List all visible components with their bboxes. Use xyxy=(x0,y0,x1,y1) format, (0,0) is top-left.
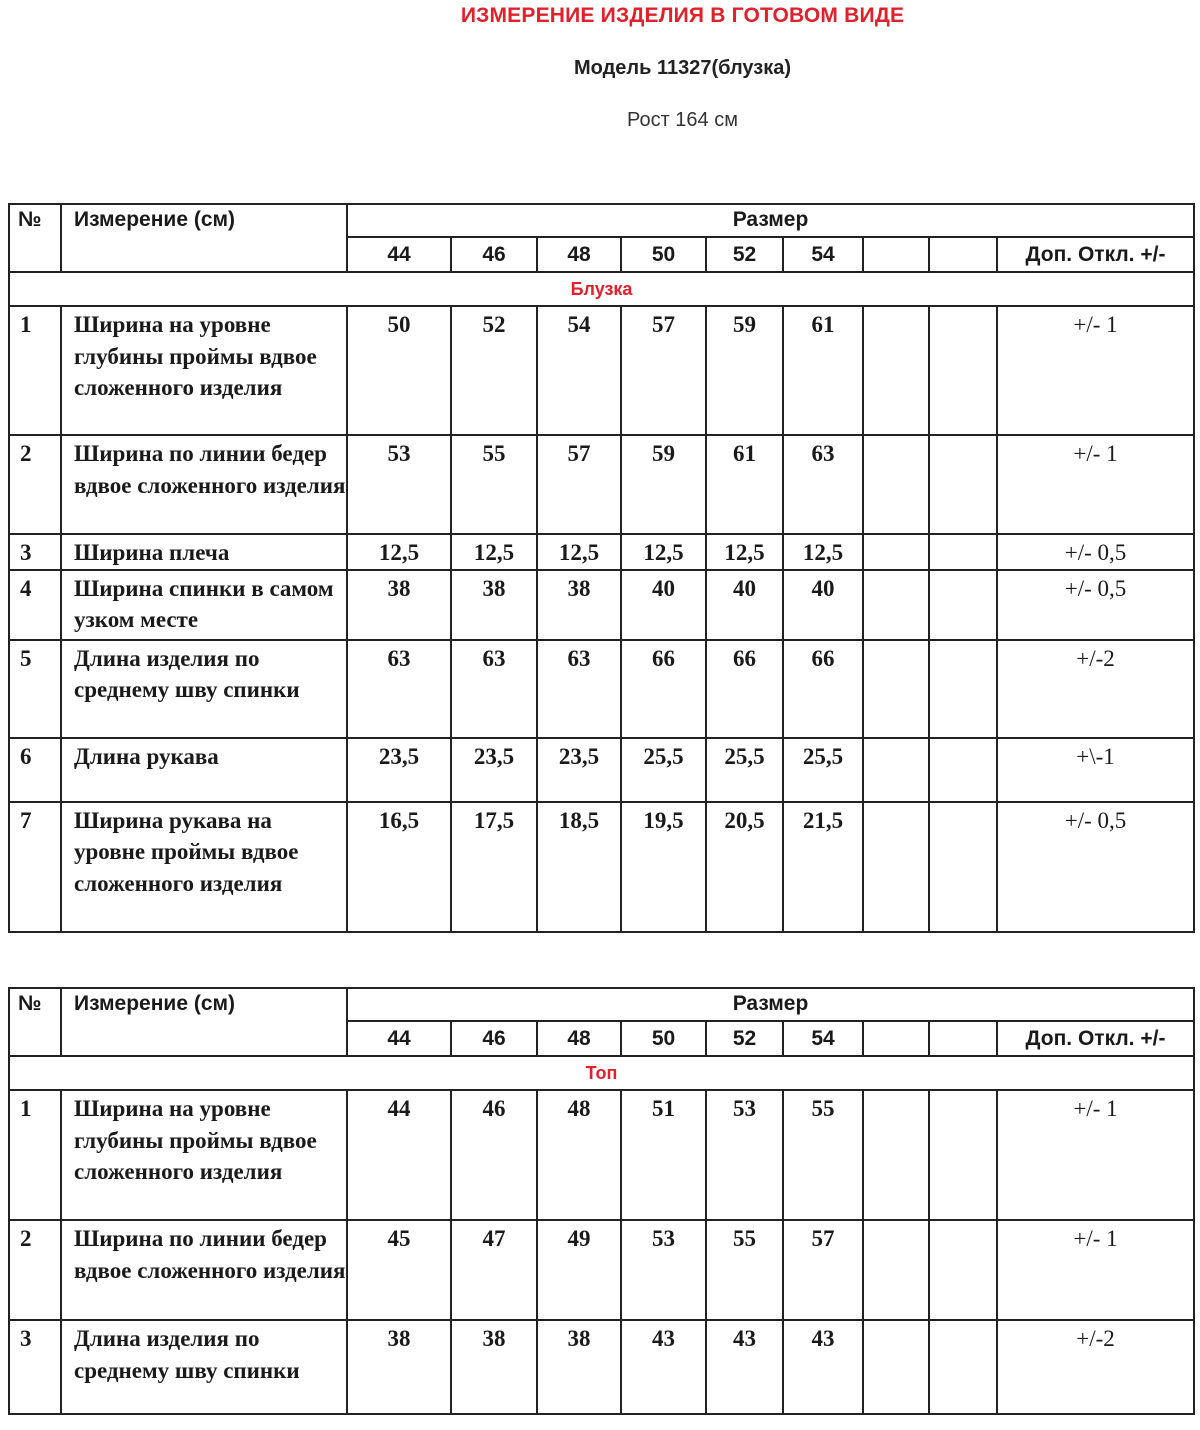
size-value: 48 xyxy=(537,1090,621,1220)
measurement-name: Ширина по линии бедер вдвое сложенного изделия xyxy=(61,435,347,534)
top-table xyxy=(8,987,1195,1415)
empty-cell xyxy=(929,534,997,570)
empty-cell xyxy=(929,738,997,802)
size-col-header: 48 xyxy=(537,237,621,272)
size-col-header: 50 xyxy=(621,1021,706,1056)
measurement-name: Ширина на уровне глубины проймы вдвое сложенного изделия xyxy=(61,1090,347,1220)
size-col-header: 50 xyxy=(621,237,706,272)
size-value: 20,5 xyxy=(706,802,783,932)
height-label: Рост 164 см xyxy=(627,109,738,131)
measurement-header: Измерение (см) xyxy=(61,204,347,272)
size-value: 38 xyxy=(537,1320,621,1414)
size-value: 40 xyxy=(621,570,706,640)
size-value: 12,5 xyxy=(451,534,537,570)
empty-cell xyxy=(863,435,929,534)
table-row xyxy=(9,306,1194,435)
size-value: 23,5 xyxy=(537,738,621,802)
empty-cell xyxy=(863,570,929,640)
row-number: 4 xyxy=(9,570,61,640)
size-value: 12,5 xyxy=(537,534,621,570)
empty-cell xyxy=(863,1090,929,1220)
size-col-header: 54 xyxy=(783,1021,863,1056)
tolerance-value: +/- 0,5 xyxy=(997,570,1194,640)
size-value: 12,5 xyxy=(621,534,706,570)
table-row xyxy=(9,534,1194,570)
size-col-header: 44 xyxy=(347,237,451,272)
size-value: 44 xyxy=(347,1090,451,1220)
size-value: 38 xyxy=(451,570,537,640)
size-value: 49 xyxy=(537,1220,621,1320)
blouse-table xyxy=(8,203,1195,933)
size-value: 25,5 xyxy=(783,738,863,802)
tolerance-value: +\-1 xyxy=(997,738,1194,802)
size-value: 63 xyxy=(783,435,863,534)
tolerance-value: +/- 1 xyxy=(997,1220,1194,1320)
size-col-header: 44 xyxy=(347,1021,451,1056)
size-value: 50 xyxy=(347,306,451,435)
measurement-name: Длина рукава xyxy=(61,738,347,802)
row-number: 1 xyxy=(9,306,61,435)
size-value: 63 xyxy=(537,640,621,738)
size-value: 40 xyxy=(706,570,783,640)
row-number: 1 xyxy=(9,1090,61,1220)
size-value: 45 xyxy=(347,1220,451,1320)
empty-cell xyxy=(863,1320,929,1414)
row-number: 5 xyxy=(9,640,61,738)
size-value: 12,5 xyxy=(347,534,451,570)
size-col-header: 52 xyxy=(706,1021,783,1056)
size-value: 25,5 xyxy=(706,738,783,802)
row-number: 2 xyxy=(9,435,61,534)
size-value: 38 xyxy=(537,570,621,640)
table-row xyxy=(9,802,1194,932)
size-value: 43 xyxy=(621,1320,706,1414)
document-title: ИЗМЕРЕНИЕ ИЗДЕЛИЯ В ГОТОВОМ ВИДЕ xyxy=(460,4,905,27)
num-header: № xyxy=(9,988,61,1056)
size-value: 25,5 xyxy=(621,738,706,802)
size-value: 46 xyxy=(451,1090,537,1220)
size-value: 53 xyxy=(621,1220,706,1320)
size-header: Размер xyxy=(347,204,1194,237)
size-value: 66 xyxy=(621,640,706,738)
measurement-name: Длина изделия по среднему шву спинки xyxy=(61,640,347,738)
size-value: 52 xyxy=(451,306,537,435)
row-number: 3 xyxy=(9,534,61,570)
size-value: 55 xyxy=(783,1090,863,1220)
blouse-rows xyxy=(9,306,1194,932)
size-col-header: 46 xyxy=(451,1021,537,1056)
tolerance-value: +/- 1 xyxy=(997,1090,1194,1220)
tolerance-value: +/- 0,5 xyxy=(997,534,1194,570)
size-value: 12,5 xyxy=(706,534,783,570)
tolerance-value: +/-2 xyxy=(997,1320,1194,1414)
tolerance-value: +/-2 xyxy=(997,640,1194,738)
size-value: 57 xyxy=(537,435,621,534)
tolerance-value: +/- 1 xyxy=(997,306,1194,435)
tolerance-header: Доп. Откл. +/- xyxy=(997,237,1194,272)
empty-cell xyxy=(929,570,997,640)
size-value: 54 xyxy=(537,306,621,435)
section-title-blouse: Блузка xyxy=(9,272,1194,306)
size-value: 51 xyxy=(621,1090,706,1220)
empty-cell xyxy=(863,640,929,738)
tolerance-value: +/- 1 xyxy=(997,435,1194,534)
measurement-name: Ширина на уровне глубины проймы вдвое сложенного изделия xyxy=(61,306,347,435)
size-value: 43 xyxy=(706,1320,783,1414)
size-value: 63 xyxy=(347,640,451,738)
size-value: 61 xyxy=(706,435,783,534)
top-rows xyxy=(9,1090,1194,1414)
empty-cell xyxy=(929,1320,997,1414)
empty-cell xyxy=(929,640,997,738)
size-value: 38 xyxy=(347,570,451,640)
size-value: 66 xyxy=(706,640,783,738)
size-value: 63 xyxy=(451,640,537,738)
size-value: 66 xyxy=(783,640,863,738)
measurement-name: Длина изделия по среднему шву спинки xyxy=(61,1320,347,1414)
table-row xyxy=(9,1220,1194,1320)
empty-cell xyxy=(863,534,929,570)
size-value: 47 xyxy=(451,1220,537,1320)
size-value: 23,5 xyxy=(347,738,451,802)
row-number: 7 xyxy=(9,802,61,932)
model-label: Модель 11327(блузка) xyxy=(573,57,792,79)
size-value: 38 xyxy=(451,1320,537,1414)
size-value: 53 xyxy=(347,435,451,534)
section-title-top: Топ xyxy=(9,1056,1194,1090)
table-row xyxy=(9,640,1194,738)
empty-cell xyxy=(929,435,997,534)
size-col-header: 52 xyxy=(706,237,783,272)
measurement-name: Ширина плеча xyxy=(61,534,347,570)
empty-col-header xyxy=(863,237,929,272)
size-value: 53 xyxy=(706,1090,783,1220)
empty-cell xyxy=(863,1220,929,1320)
empty-col-header xyxy=(929,1021,997,1056)
empty-cell xyxy=(863,738,929,802)
size-value: 19,5 xyxy=(621,802,706,932)
table-row xyxy=(9,570,1194,640)
size-value: 57 xyxy=(621,306,706,435)
empty-cell xyxy=(863,802,929,932)
table-row xyxy=(9,435,1194,534)
measurement-name: Ширина по линии бедер вдвое сложенного изделия xyxy=(61,1220,347,1320)
size-col-header: 54 xyxy=(783,237,863,272)
row-number: 2 xyxy=(9,1220,61,1320)
row-number: 6 xyxy=(9,738,61,802)
num-header: № xyxy=(9,204,61,272)
size-value: 17,5 xyxy=(451,802,537,932)
size-value: 59 xyxy=(706,306,783,435)
size-value: 55 xyxy=(451,435,537,534)
size-value: 40 xyxy=(783,570,863,640)
measurement-name: Ширина рукава на уровне проймы вдвое сложенного изделия xyxy=(61,802,347,932)
size-value: 43 xyxy=(783,1320,863,1414)
size-value: 12,5 xyxy=(783,534,863,570)
size-value: 21,5 xyxy=(783,802,863,932)
size-value: 38 xyxy=(347,1320,451,1414)
table-row xyxy=(9,1320,1194,1414)
empty-cell xyxy=(929,1090,997,1220)
size-value: 18,5 xyxy=(537,802,621,932)
size-value: 61 xyxy=(783,306,863,435)
size-value: 59 xyxy=(621,435,706,534)
size-header: Размер xyxy=(347,988,1194,1021)
size-value: 55 xyxy=(706,1220,783,1320)
tolerance-header: Доп. Откл. +/- xyxy=(997,1021,1194,1056)
measurement-name: Ширина спинки в самом узком месте xyxy=(61,570,347,640)
empty-cell xyxy=(929,1220,997,1320)
empty-cell xyxy=(863,306,929,435)
measurement-header: Измерение (см) xyxy=(61,988,347,1056)
empty-col-header xyxy=(863,1021,929,1056)
table-row xyxy=(9,1090,1194,1220)
size-col-header: 46 xyxy=(451,237,537,272)
empty-cell xyxy=(929,802,997,932)
table-row xyxy=(9,738,1194,802)
size-value: 23,5 xyxy=(451,738,537,802)
size-value: 57 xyxy=(783,1220,863,1320)
row-number: 3 xyxy=(9,1320,61,1414)
tolerance-value: +/- 0,5 xyxy=(997,802,1194,932)
empty-cell xyxy=(929,306,997,435)
empty-col-header xyxy=(929,237,997,272)
size-value: 16,5 xyxy=(347,802,451,932)
size-col-header: 48 xyxy=(537,1021,621,1056)
